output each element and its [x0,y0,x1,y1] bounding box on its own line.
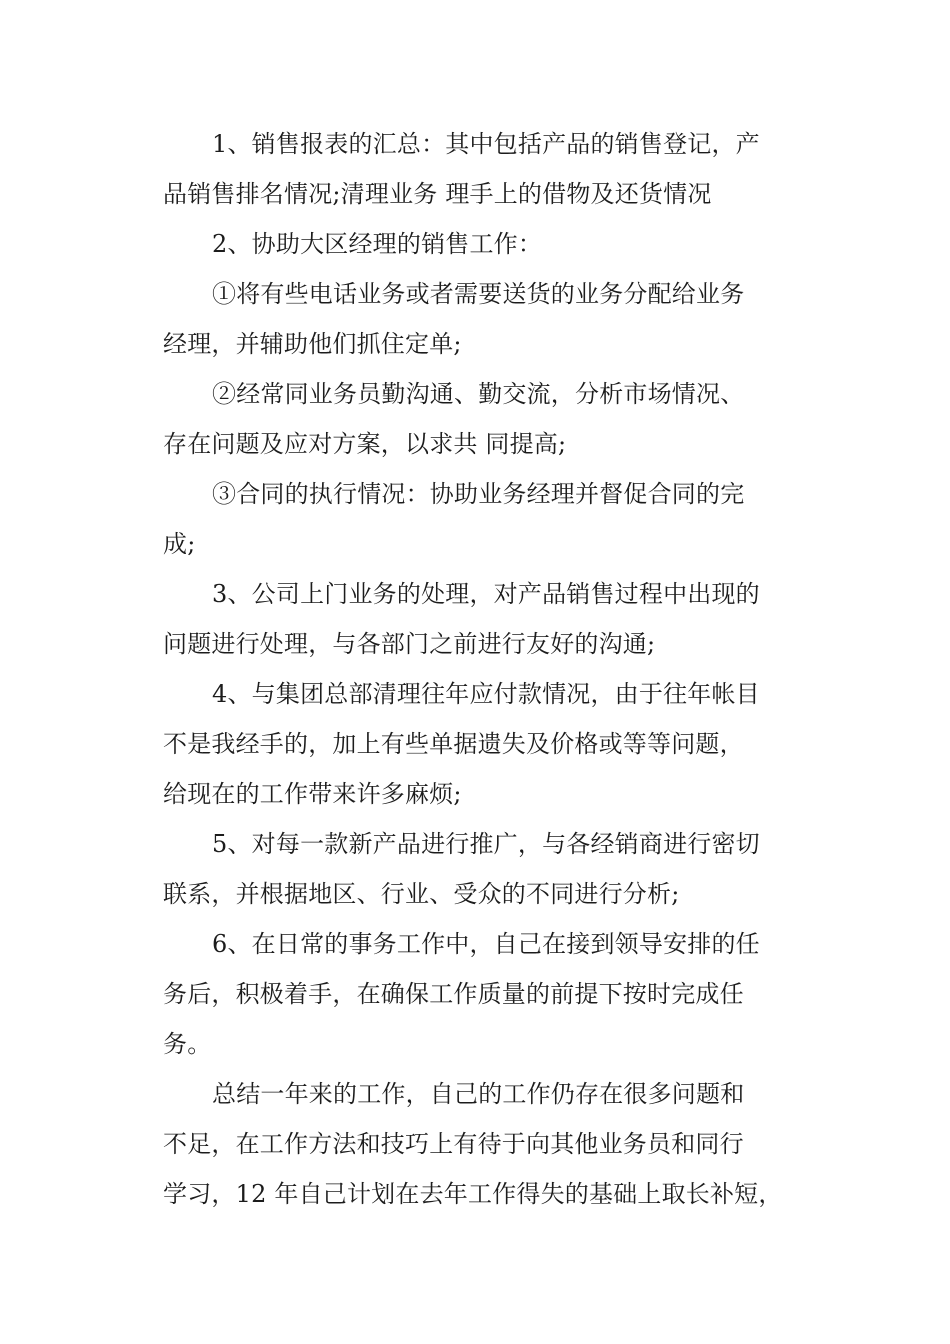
text-line: ①将有些电话业务或者需要送货的业务分配给业务 [212,280,745,308]
text-line: 联系，并根据地区、行业、受众的不同进行分析; [163,880,680,908]
text-line: ③合同的执行情况：协助业务经理并督促合同的完 [212,480,745,508]
text-line: 务后，积极着手，在确保工作质量的前提下按时完成任 [163,980,744,1008]
text-line: 3、公司上门业务的处理，对产品销售过程中出现的 [212,580,760,608]
text-line: 总结一年来的工作，自己的工作仍存在很多问题和 [212,1080,745,1108]
text-line: 给现在的工作带来许多麻烦; [163,780,462,808]
text-line: 4、与集团总部清理往年应付款情况，由于往年帐目 [212,680,760,708]
text-line: 学习，12 年自己计划在去年工作得失的基础上取长补短， [163,1180,783,1208]
text-line: 经理，并辅助他们抓住定单; [163,330,462,358]
text-line: 务。 [163,1030,212,1058]
text-line: 存在问题及应对方案，以求共 同提高; [163,430,567,458]
text-line: ②经常同业务员勤沟通、勤交流，分析市场情况、 [212,380,745,408]
text-line: 5、对每一款新产品进行推广，与各经销商进行密切 [212,830,760,858]
text-line: 6、在日常的事务工作中，自己在接到领导安排的任 [212,930,760,958]
text-line: 不是我经手的，加上有些单据遗失及价格或等等问题， [163,730,744,758]
text-line: 1、销售报表的汇总：其中包括产品的销售登记，产 [212,130,760,158]
text-line: 成; [163,530,196,558]
text-line: 品销售排名情况;清理业务 理手上的借物及还货情况 [163,180,712,208]
text-line: 不足，在工作方法和技巧上有待于向其他业务员和同行 [163,1130,744,1158]
text-line: 2、协助大区经理的销售工作： [212,230,543,258]
text-line: 问题进行处理，与各部门之前进行友好的沟通; [163,630,656,658]
